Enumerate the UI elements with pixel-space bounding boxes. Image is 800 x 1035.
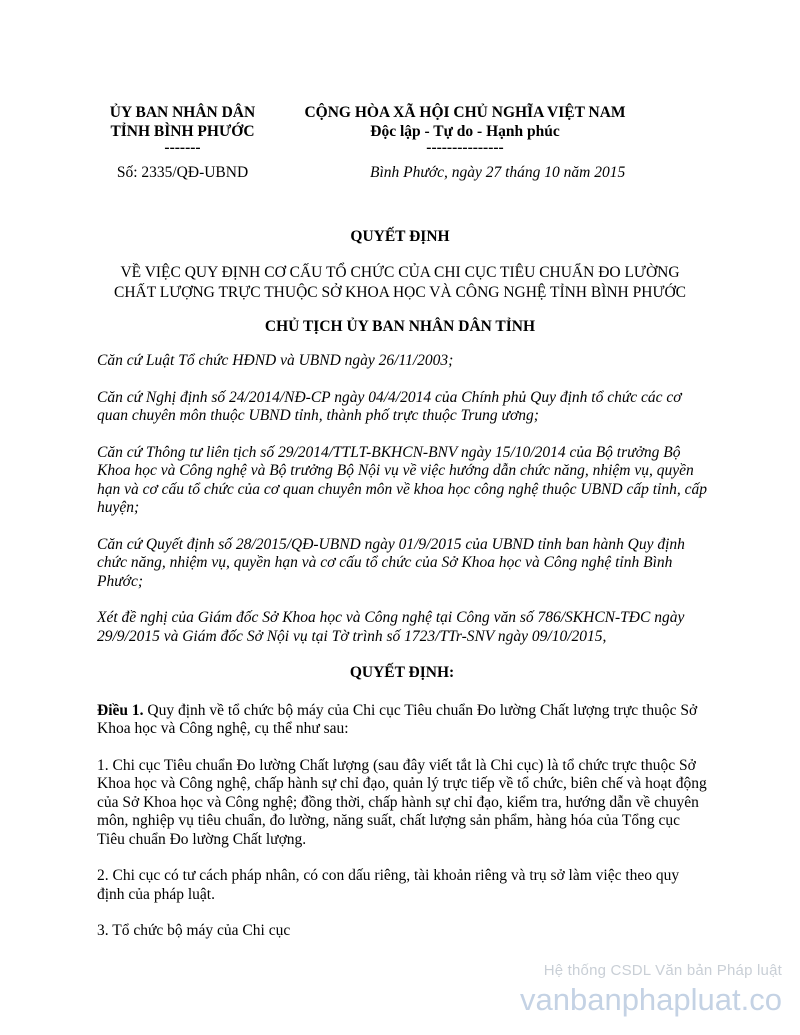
legal-basis-5: Xét đề nghị của Giám đốc Sở Khoa học và Công nghệ tại Công văn số 786/SKHCN-TĐC ngày 29/9/2015 và Giám đốc Sở Nội vụ tại Tờ trình số 1723/TTr-SNV ngày 09/10/2015,	[97, 609, 685, 645]
legal-basis-4: Căn cứ Quyết định số 28/2015/QĐ-UBND ngày 01/9/2015 của UBND tỉnh ban hành Quy định chức năng, nhiệm vụ, quyền hạn và cơ cấu tổ chức của Sở Khoa học và Công nghệ tỉnh Bình Phước;	[97, 535, 685, 590]
watermark-tagline: Hệ thống CSDL Văn bản Pháp luật	[543, 962, 782, 979]
document-number: Số: 2335/QĐ-UBND	[116, 164, 249, 181]
motto-separator: ---------------	[426, 139, 504, 156]
watermark-site: vanbanphapluat.co	[519, 982, 782, 1017]
issuing-authority: CHỦ TỊCH ỦY BAN NHÂN DÂN TỈNH	[264, 318, 536, 335]
subject-line-1: VỀ VIỆC QUY ĐỊNH CƠ CẤU TỔ CHỨC CỦA CHI CỤC TIÊU CHUẨN ĐO LƯỜNG	[120, 264, 680, 281]
clause-3: 3. Tổ chức bộ máy của Chi cục	[97, 922, 291, 939]
article-1-text: Quy định về tổ chức bộ máy của Chi cục Tiêu chuẩn Đo lường Chất lượng trực thuộc Sở Khoa học và Công nghệ, cụ thể như sau:	[97, 701, 698, 737]
issuing-agency-block	[95, 103, 270, 155]
decision-heading: QUYẾT ĐỊNH:	[349, 664, 455, 681]
national-motto: Độc lập - Tự do - Hạnh phúc	[370, 123, 560, 140]
article-1-label: Điều 1.	[97, 701, 144, 719]
national-title: CỘNG HÒA XÃ HỘI CHỦ NGHĨA VIỆT NAM	[304, 104, 626, 121]
national-motto-block	[290, 103, 640, 155]
agency-separator: -------	[164, 139, 201, 156]
document-title: QUYẾT ĐỊNH	[350, 228, 450, 245]
subject-line-2: CHẤT LƯỢNG TRỰC THUỘC SỞ KHOA HỌC VÀ CÔNG NGHỆ TỈNH BÌNH PHƯỚC	[113, 284, 687, 301]
document-subject	[60, 263, 740, 303]
place-and-date: Bình Phước, ngày 27 tháng 10 năm 2015	[370, 164, 626, 181]
legal-basis-1: Căn cứ Luật Tổ chức HĐND và UBND ngày 26/11/2003;	[97, 352, 454, 369]
agency-line-2: TỈNH BÌNH PHƯỚC	[110, 123, 255, 140]
legal-basis-2: Căn cứ Nghị định số 24/2014/NĐ-CP ngày 04/4/2014 của Chính phủ Quy định tổ chức các cơ quan chuyên môn thuộc UBND tỉnh, thành phố trực thuộc Trung ương;	[97, 388, 682, 424]
agency-line-1: ỦY BAN NHÂN DÂN	[109, 104, 256, 121]
article-1	[97, 702, 707, 739]
clause-2: 2. Chi cục có tư cách pháp nhân, có con dấu riêng, tài khoản riêng và trụ sở làm việc theo quy định của pháp luật.	[97, 867, 680, 903]
clause-1: 1. Chi cục Tiêu chuẩn Đo lường Chất lượng (sau đây viết tắt là Chi cục) là tổ chức trực thuộc Sở Khoa học và Công nghệ, chấp hành sự chỉ đạo, quản lý trực tiếp về tổ chức, biên chế và hoạt động của Sở Khoa học và Công nghệ; đồng thời, chấp hành sự chỉ đạo, kiểm tra, hướng dẫn về chuyên môn, nghiệp vụ tiêu chuẩn, đo lường, năng suất, chất lượng sản phẩm, hàng hóa của Tổng cục Tiêu chuẩn Đo lường Chất lượng.	[97, 756, 707, 848]
legal-basis-3: Căn cứ Thông tư liên tịch số 29/2014/TTLT-BKHCN-BNV ngày 15/10/2014 của Bộ trưởng Bộ Khoa học và Công nghệ và Bộ trưởng Bộ Nội vụ về việc hướng dẫn chức năng, nhiệm vụ, quyền hạn và cơ cấu tổ chức của cơ quan chuyên môn về khoa học công nghệ thuộc UBND cấp tỉnh, cấp huyện;	[97, 443, 707, 516]
document-body	[97, 352, 707, 959]
watermark	[520, 962, 782, 1018]
